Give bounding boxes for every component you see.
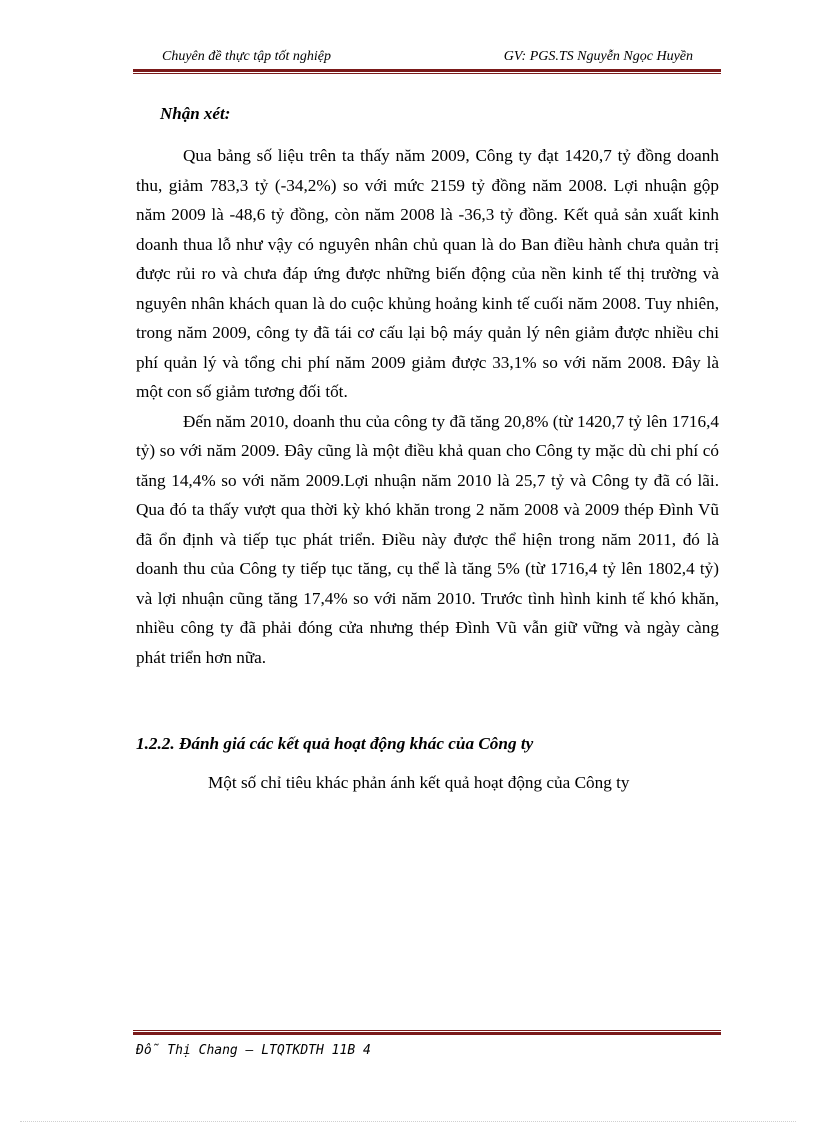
body-text (136, 141, 719, 672)
section-heading: 1.2.2. Đánh giá các kết quả hoạt động khác của Công ty (136, 734, 534, 753)
footer-divider (133, 1030, 721, 1035)
paragraph: Qua bảng số liệu trên ta thấy năm 2009, Công ty đạt 1420,7 tỷ đồng doanh thu, giảm 783,3 tỷ (-34,2%) so với mức 2159 tỷ đồng năm 2008. Lợi nhuận gộp năm 2009 là -48,6 tỷ đồng, còn năm 2008 là -36,3 tỷ đồng. Kết quả sản xuất kinh doanh thua lỗ như vậy có nguyên nhân chủ quan là do Ban điều hành chưa quản trị được rủi ro và chưa đáp ứng được những biến động của nền kinh tế thị trường và nguyên nhân khách quan là do cuộc khủng hoảng kinh tế cuối năm 2008. Tuy nhiên, trong năm 2009, công ty đã tái cơ cấu lại bộ máy quản lý nên giảm được nhiều chi phí quản lý và tổng chi phí năm 2009 giảm được 33,1% so với năm 2008. Đây là một con số giảm tương đối tốt. (136, 146, 719, 401)
page-header (133, 48, 721, 66)
page-bottom-border (20, 1121, 796, 1122)
header-divider (133, 69, 721, 74)
comment-title: Nhận xét: (160, 104, 231, 123)
table-caption: Một số chỉ tiêu khác phản ánh kết quả hoạt động của Công ty (208, 773, 630, 792)
page-footer: Đỗ Thị Chang – LTQTKDTH 11B 4 (136, 1043, 371, 1058)
header-supervisor: GV: PGS.TS Nguyễn Ngọc Huyền (503, 49, 693, 64)
paragraph: Đến năm 2010, doanh thu của công ty đã tăng 20,8% (từ 1420,7 tỷ lên 1716,4 tỷ) so với năm 2009. Đây cũng là một điều khả quan cho Công ty mặc dù chi phí có tăng 14,4% so với năm 2009.Lợi nhuận năm 2010 là 25,7 tỷ và Công ty đã có lãi. Qua đó ta thấy vượt qua thời kỳ khó khăn trong 2 năm 2008 và 2009 thép Đình Vũ đã ổn định và tiếp tục phát triển. Điều này được thể hiện trong năm 2011, đó là doanh thu của Công ty tiếp tục tăng, cụ thể là tăng 5% (từ 1716,4 tỷ lên 1802,4 tỷ) và lợi nhuận cũng tăng 17,4% so với năm 2010. Trước tình hình kinh tế khó khăn, nhiều công ty đã phải đóng cửa nhưng thép Đình Vũ vẫn giữ vững và ngày càng phát triển hơn nữa. (136, 411, 719, 667)
header-report-title: Chuyên đề thực tập tốt nghiệp (162, 49, 331, 64)
